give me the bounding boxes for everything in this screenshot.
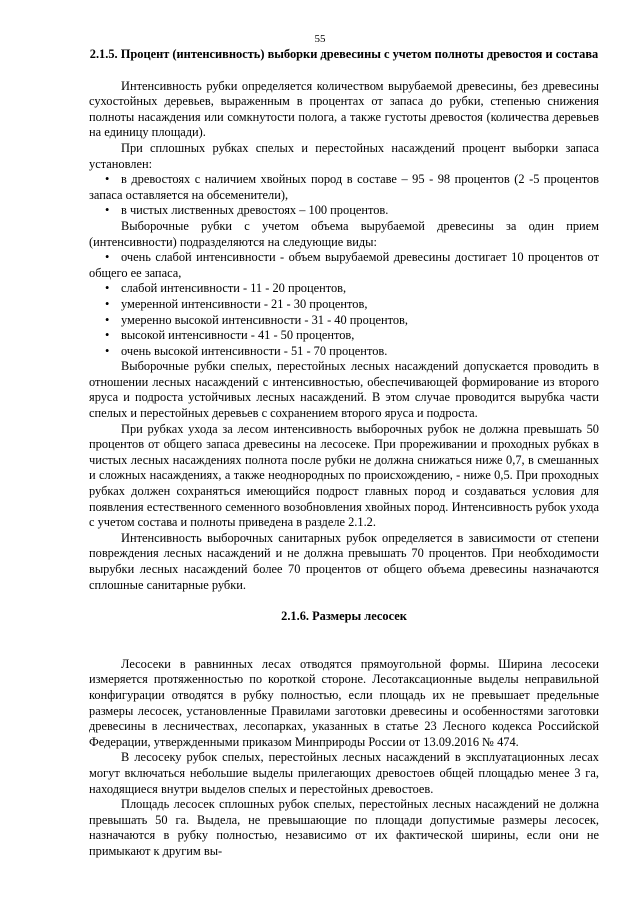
paragraph: Интенсивность выборочных санитарных рубок определяется в зависимости от степени повреждения лесных насаждений и не должна превышать 70 процентов. При необходимости вырубки лесных насаждений более 70 процентов от общего объема древесины назначаются сплошные санитарные рубки. — [89, 530, 599, 592]
bullet-icon: • — [105, 296, 110, 311]
page-body — [89, 47, 599, 860]
list-item — [89, 203, 599, 219]
paragraph: При рубках ухода за лесом интенсивность выборочных рубок не должна превышать 50 процентов от общего запаса древесины на лесосеке. При прореживании и проходных рубках в чистых лесных насаждениях полнота после рубки не должна снижаться ниже 0,7, в смешанных и сложных насаждениях, а также неоднородных по происхождению, - ниже 0,5. При проходных рубках должен сохраняться имеющийся подрост главных пород и создаваться условия для появления естественного семенного возобновления хвойных пород. Интенсивность рубок ухода с учетом состава и полноты приведена в разделе 2.1.2. — [89, 421, 599, 530]
paragraph: Выборочные рубки спелых, перестойных лесных насаждений допускается проводить в отношении лесных насаждений с интенсивностью, обеспечивающей формирование из второго яруса и подроста устойчивых лесных насаждений. В этом случае проводится вырубка части спелых и перестойных деревьев с сохранением второго яруса и подроста. — [89, 359, 599, 421]
paragraph: Выборочные рубки с учетом объема вырубаемой древесины за один прием (интенсивности) подразделяются на следующие виды: — [89, 218, 599, 249]
list-item — [89, 313, 599, 329]
bullet-icon: • — [105, 281, 110, 296]
list-item-text: высокой интенсивности - 41 - 50 процентов, — [121, 328, 355, 343]
paragraph: Лесосеки в равнинных лесах отводятся прямоугольной формы. Ширина лесосеки измеряется протяженностью по короткой стороне. Лесотаксационные выделы неправильной конфигурации отводятся в рубку полностью, если площадь их не превышает предельные размеры лесосек, установленные Правилами заготовки древесины и особенностями заготовки древесины в лесничествах, лесопарках, указанных в статье 23 Лесного кодекса Российской Федерации, утвержденными приказом Минприроды России от 13.09.2016 № 474. — [89, 656, 599, 749]
bullet-icon: • — [105, 328, 110, 343]
section-heading-2-1-5: 2.1.5. Процент (интенсивность) выборки древесины с учетом полноты древостоя и состава — [89, 47, 599, 61]
bullet-icon: • — [105, 250, 110, 265]
page-number: 55 — [314, 33, 326, 45]
list-item-text: очень слабой интенсивности - объем вырубаемой древесины достигает 10 процентов от общего ее запаса, — [89, 250, 599, 280]
list-item — [89, 344, 599, 360]
list-item — [89, 328, 599, 344]
list-item-text: слабой интенсивности - 11 - 20 процентов, — [121, 281, 347, 296]
list-item — [89, 281, 599, 297]
paragraph: В лесосеку рубок спелых, перестойных лесных насаждений в эксплуатационных лесах могут включаться небольшие выделы прилегающих древостоев общей площадью менее 3 га, находящиеся внутри выделов спелых и перестойных древостоев. — [89, 750, 599, 796]
list-item-text: очень высокой интенсивности - 51 - 70 процентов. — [121, 343, 388, 358]
paragraph: Интенсивность рубки определяется количеством вырубаемой древесины, без древесины сухостойных деревьев, выраженным в процентах от запаса до рубки, степенью снижения полноты насаждения или сомкнутости полога, а также густоты древостоя (количества деревьев на единицу площади). — [89, 78, 599, 140]
list-item-text: в чистых лиственных древостоях – 100 процентов. — [121, 203, 389, 218]
list-item-text: в древостоях с наличием хвойных пород в составе – 95 - 98 процентов (2 -5 процентов запаса оставляется на обсеменители), — [89, 172, 599, 202]
list-item — [89, 297, 599, 313]
paragraph: Площадь лесосек сплошных рубок спелых, перестойных лесных насаждений не должна превышать 50 га. Выдела, не превышающие по площади допустимые размеры лесосек, назначаются в рубку полностью, независимо от их фактической ширины, если они не примыкают к другим вы- — [89, 797, 599, 858]
bullet-icon: • — [105, 312, 110, 327]
list-item-text: умеренной интенсивности - 21 - 30 процентов, — [121, 296, 368, 311]
paragraph: При сплошных рубках спелых и перестойных насаждений процент выборки запаса установлен: — [89, 140, 599, 171]
bullet-icon: • — [105, 172, 110, 187]
list-item-text: умеренно высокой интенсивности - 31 - 40 процентов, — [121, 312, 408, 327]
section-heading-2-1-6: 2.1.6. Размеры лесосек — [281, 609, 407, 624]
list-item — [89, 250, 599, 281]
bullet-icon: • — [105, 343, 110, 358]
list-item — [89, 172, 599, 203]
bullet-icon: • — [105, 203, 110, 218]
